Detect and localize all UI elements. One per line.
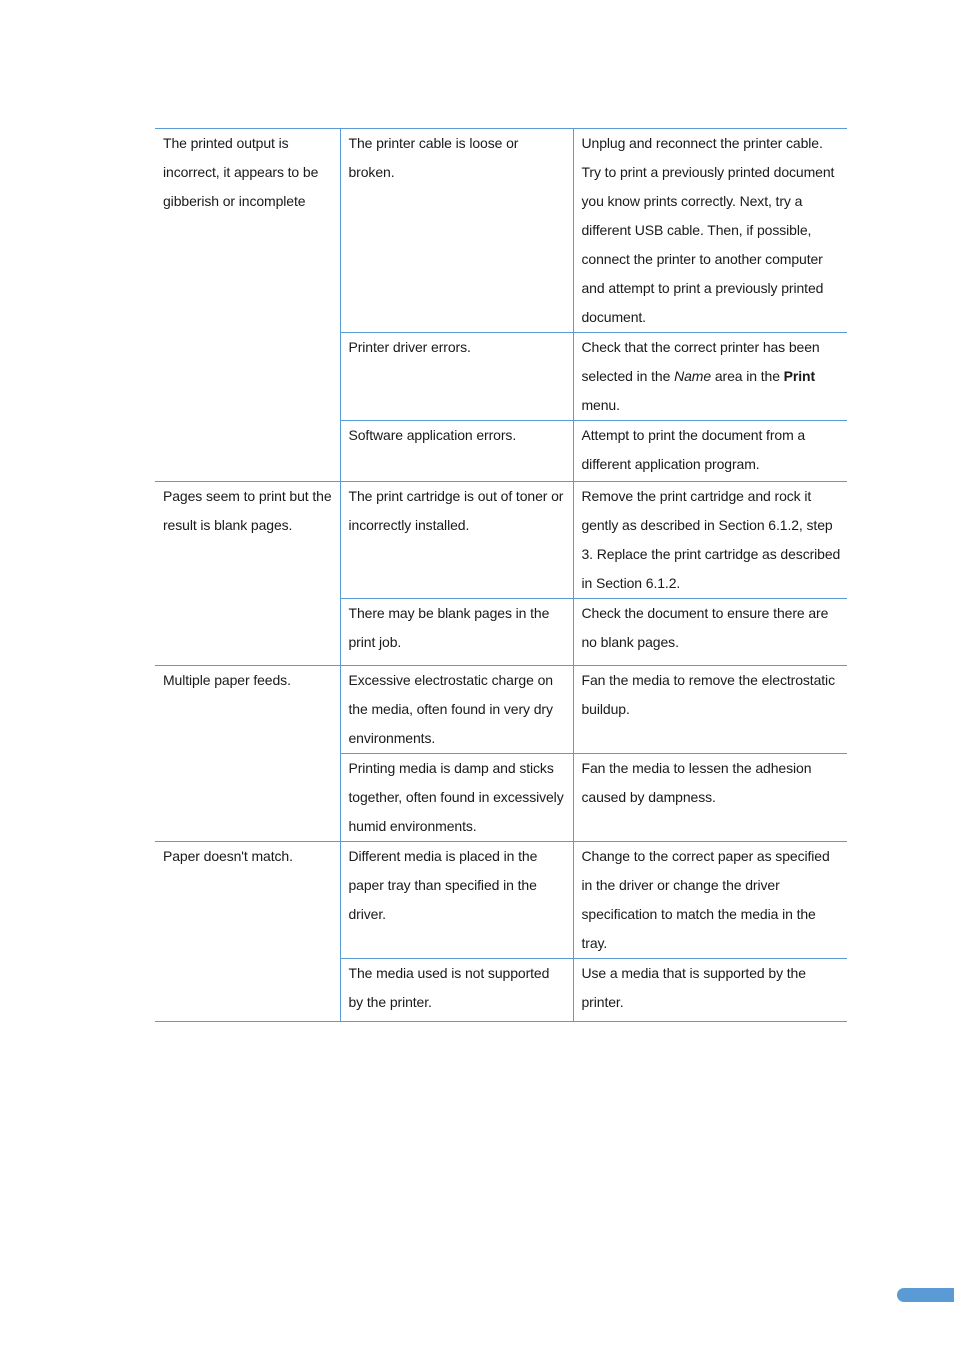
name-field-reference: Name	[674, 368, 712, 384]
symptom-text: The printed output is incorrect, it appears to be gibberish or incomplete	[163, 135, 319, 209]
solution-text-part: area in the	[711, 368, 784, 384]
cause-cell	[340, 959, 573, 1022]
solution-cell	[573, 333, 847, 421]
solution-text-part: menu.	[581, 397, 620, 413]
symptom-text: Multiple paper feeds.	[163, 672, 291, 688]
solution-text: Unplug and reconnect the printer cable. Try to print a previously printed document you know prints correctly. Next, try a different USB cable. Then, if possible, connect the printer to another computer and attempt to print a previously printed document.	[581, 135, 835, 325]
table-row	[155, 129, 847, 333]
solution-cell	[573, 959, 847, 1022]
print-menu-reference: Print	[783, 368, 816, 384]
solution-text: Remove the print cartridge and rock it gently as described in Section 6.1.2, step 3. Replace the print cartridge as described in Section 6.1.2.	[581, 488, 841, 591]
solution-cell	[573, 842, 847, 959]
cause-cell	[340, 842, 573, 959]
cause-text: The printer cable is loose or broken.	[348, 135, 519, 180]
solution-text: Fan the media to lessen the adhesion caused by dampness.	[581, 760, 812, 805]
solution-cell	[573, 421, 847, 482]
solution-text: Fan the media to remove the electrostatic buildup.	[581, 672, 835, 717]
solution-cell	[573, 129, 847, 333]
table-row	[155, 666, 847, 754]
cause-cell	[340, 666, 573, 754]
solution-cell	[573, 482, 847, 599]
cause-text: Software application errors.	[348, 427, 517, 443]
symptom-cell	[155, 842, 340, 1022]
solution-text: Change to the correct paper as specified in the driver or change the driver specification to match the media in the tray.	[581, 848, 830, 951]
cause-cell	[340, 421, 573, 482]
symptom-cell	[155, 482, 340, 666]
cause-text: Printing media is damp and sticks together, often found in excessively humid environments.	[348, 760, 564, 834]
solution-cell	[573, 666, 847, 754]
solution-text: Use a media that is supported by the printer.	[581, 965, 806, 1010]
table-row	[155, 842, 847, 959]
symptom-text: Paper doesn't match.	[163, 848, 293, 864]
solution-text: Attempt to print the document from a different application program.	[581, 427, 806, 472]
cause-cell	[340, 599, 573, 666]
solution-cell	[573, 599, 847, 666]
cause-text: There may be blank pages in the print job.	[348, 605, 550, 650]
cause-cell	[340, 482, 573, 599]
symptom-text: Pages seem to print but the result is blank pages.	[163, 488, 332, 533]
cause-text: The media used is not supported by the printer.	[348, 965, 550, 1010]
cause-cell	[340, 754, 573, 842]
symptom-cell	[155, 129, 340, 482]
cause-cell	[340, 333, 573, 421]
table-row	[155, 482, 847, 599]
cause-cell	[340, 129, 573, 333]
cause-text: Excessive electrostatic charge on the media, often found in very dry environments.	[348, 672, 553, 746]
solution-text-part: Check that the correct printer has been selected in the	[581, 339, 820, 384]
page-number-tab	[897, 1288, 954, 1302]
cause-text: The print cartridge is out of toner or incorrectly installed.	[348, 488, 564, 533]
symptom-cell	[155, 666, 340, 842]
cause-text: Printer driver errors.	[348, 339, 471, 355]
solution-text: Check the document to ensure there are no blank pages.	[581, 605, 829, 650]
solution-cell	[573, 754, 847, 842]
troubleshooting-table	[155, 128, 847, 1022]
cause-text: Different media is placed in the paper tray than specified in the driver.	[348, 848, 538, 922]
